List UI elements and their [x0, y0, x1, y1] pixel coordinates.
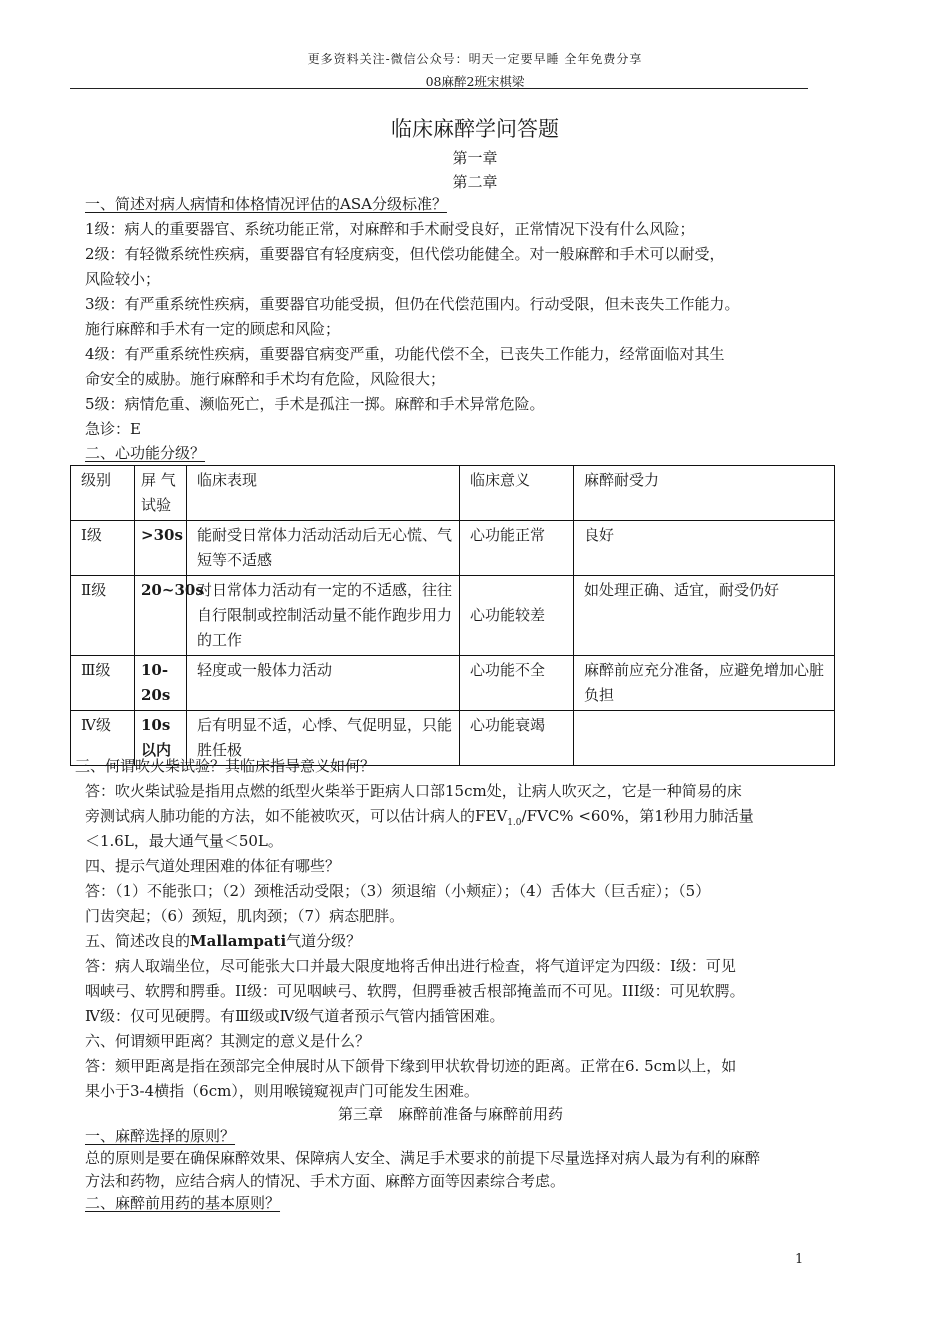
table-header-row [71, 466, 835, 521]
c3q2-heading: 二、麻醉前用药的基本原则？ [85, 1194, 281, 1212]
table-cell: 麻醉前应充分准备，应避免增加心脏负担 [574, 656, 835, 711]
header-author: 08麻醉2班宋棋梁 [425, 74, 525, 89]
table-row [71, 656, 835, 711]
table-cell: 能耐受日常体力活动活动后无心慌、气短等不适感 [187, 521, 460, 576]
chapter-1-heading: 第一章 [452, 149, 498, 167]
c3q1-line: 方法和药物，应结合病人的情况、手术方面、麻醉方面等因素综合考虑。 [85, 1172, 566, 1190]
table-cell: 20~30s [135, 576, 187, 656]
chapter-3-heading: 第三章 麻醉前准备与麻醉前用药 [338, 1105, 564, 1123]
table-cell: 后有明显不适，心悸、气促明显，只能胜任极 [187, 711, 460, 766]
q3-line: 旁测试病人肺功能的方法，如不能被吹灭，可以估计病人的$FEV_{1.0}/FVC\% <60\%$，第1秒用力肺活量 [85, 807, 754, 828]
table-cell [574, 711, 835, 766]
header-notice: 更多资料关注-微信公众号：明天一定要早睡 全年免费分享 [307, 52, 643, 66]
q5-line: 答：病人取端坐位，尽可能张大口并最大限度地将舌伸出进行检查，将气道评定为四级：I级：可见 [85, 957, 736, 975]
table-cell: 10s以内 [135, 711, 187, 766]
table-cell: 心功能正常 [460, 521, 574, 576]
chapter-2-heading: 第二章 [452, 173, 498, 191]
q1-line: 1级：病人的重要器官、系统功能正常，对麻醉和手术耐受良好，正常情况下没有什么风险； [85, 220, 695, 238]
table-cell: >30s [135, 521, 187, 576]
table-header-cell: 临床表现 [187, 466, 460, 521]
q1-line: 4级：有严重系统性疾病，重要器官病变严重，功能代偿不全，已丧失工作能力，经常面临对其生 [85, 345, 725, 363]
q1-line: 命安全的威胁。施行麻醉和手术均有危险，风险很大； [85, 370, 446, 388]
q2-heading: 二、心功能分级？ [85, 444, 206, 462]
fev-subscript: 1.0 [507, 818, 522, 828]
c3q1-line: 总的原则是要在确保麻醉效果、保障病人安全、满足手术要求的前提下尽量选择对病人最为有利的麻醉 [85, 1149, 761, 1167]
table-cell: 如处理正确、适宜，耐受仍好 [574, 576, 835, 656]
page-number: 1 [795, 1252, 804, 1267]
table-header-cell: 屏 气试验 [135, 466, 187, 521]
table-cell: 对日常体力活动有一定的不适感，往往自行限制或控制活动量不能作跑步用力的工作 [187, 576, 460, 656]
q1-line: 5级：病情危重、濒临死亡，手术是孤注一掷。麻醉和手术异常危险。 [85, 395, 545, 413]
table-header-cell: 麻醉耐受力 [574, 466, 835, 521]
c3q1-heading: 一、麻醉选择的原则？ [85, 1127, 236, 1145]
header-rule [70, 88, 808, 89]
table-cell: Ⅱ级 [71, 576, 135, 656]
table-header-cell: 级别 [71, 466, 135, 521]
table-cell: Ⅰ级 [71, 521, 135, 576]
q1-line: 风险较小； [85, 270, 161, 288]
q3-line: 答：吹火柴试验是指用点燃的纸型火柴举于距病人口部15cm处，让病人吹灭之，它是一种简易的床 [85, 782, 742, 800]
q4-line: 答：（1）不能张口；（2）颈椎活动受限；（3）须退缩（小颊症）；（4）舌体大（巨舌症）；（5） [85, 882, 711, 900]
cardiac-function-table [70, 465, 835, 766]
table-cell: 10-20s [135, 656, 187, 711]
table-cell: 心功能衰竭 [460, 711, 574, 766]
table-cell: Ⅳ级 [71, 711, 135, 766]
q5-line: 咽峡弓、软腭和腭垂。II级：可见咽峡弓、软腭，但腭垂被舌根部掩盖而不可见。III级：可见软腭。 [85, 982, 745, 1000]
q3-heading: 三、何谓吹火柴试验？其临床指导意义如何？ [75, 757, 376, 775]
q6-line: 果小于3-4横指（6cm），则用喉镜窥视声门可能发生困难。 [85, 1082, 479, 1100]
q4-line: 门齿突起；（6）颈短，肌肉颈；（7）病态肥胖。 [85, 907, 405, 925]
q6-line: 答：颏甲距离是指在颈部完全伸展时从下颌骨下缘到甲状软骨切迹的距离。正常在6. 5cm以上，如 [85, 1057, 737, 1075]
table-cell: 轻度或一般体力活动 [187, 656, 460, 711]
table-row [71, 521, 835, 576]
mallampati-term: Mallampati [190, 932, 287, 950]
q1-line: 施行麻醉和手术有一定的顾虑和风险； [85, 320, 341, 338]
q1-line: 急诊：E [85, 420, 141, 438]
q6-heading: 六、何谓颏甲距离？其测定的意义是什么？ [85, 1032, 371, 1050]
table-header-cell: 临床意义 [460, 466, 574, 521]
q1-heading: 一、简述对病人病情和体格情况评估的ASA分级标准？ [85, 195, 447, 213]
q5-line: Ⅳ级：仅可见硬腭。有Ⅲ级或Ⅳ级气道者预示气管内插管困难。 [85, 1007, 505, 1025]
q1-line: 2级：有轻微系统性疾病，重要器官有轻度病变，但代偿功能健全。对一般麻醉和手术可以耐受， [85, 245, 725, 263]
q4-heading: 四、提示气道处理困难的体征有哪些？ [85, 857, 341, 875]
table-cell: 心功能不全 [460, 656, 574, 711]
q3-line: ＜1.6L，最大通气量＜50L。 [85, 832, 283, 850]
document-title: 临床麻醉学问答题 [391, 117, 559, 141]
table-row [71, 576, 835, 656]
q1-line: 3级：有严重系统性疾病，重要器官功能受损，但仍在代偿范围内。行动受限，但未丧失工作能力。 [85, 295, 740, 313]
table-cell: Ⅲ级 [71, 656, 135, 711]
q5-heading: 五、简述改良的Mallampati气道分级？ [85, 932, 362, 950]
table-cell: 良好 [574, 521, 835, 576]
table-cell: 心功能较差 [460, 576, 574, 656]
